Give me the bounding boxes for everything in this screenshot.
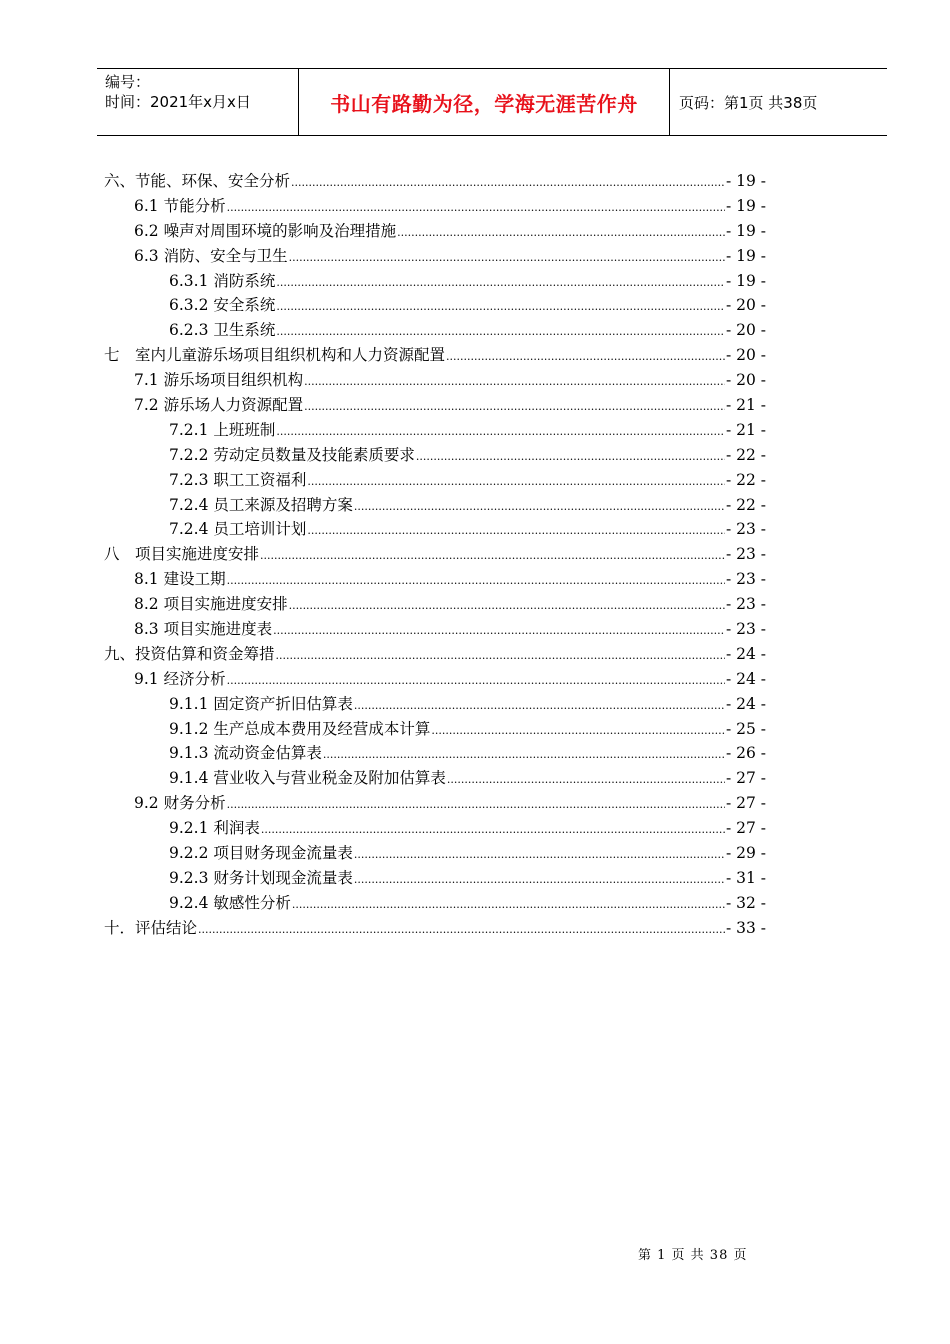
toc-entry[interactable]: [104, 717, 766, 742]
toc-entry-page: - 24 -: [725, 669, 766, 688]
toc-dot-leader: [289, 251, 725, 264]
toc-entry-label: 8.2 项目实施进度安排: [134, 595, 288, 614]
toc-entry-label: 十．评估结论: [104, 918, 198, 937]
toc-dot-leader: [227, 201, 725, 214]
table-of-contents: [104, 169, 766, 941]
toc-entry-page: - 24 -: [725, 644, 766, 663]
toc-dot-leader: [260, 549, 725, 562]
toc-dot-leader: [276, 325, 725, 338]
toc-entry-label: 6.3.1 消防系统: [169, 271, 276, 290]
toc-entry-page: - 27 -: [725, 819, 766, 838]
number-label: 编号：: [105, 73, 151, 91]
toc-entry-label: 9.2.3 财务计划现金流量表: [169, 868, 353, 887]
toc-entry[interactable]: [104, 567, 766, 592]
toc-entry-page: - 23 -: [725, 620, 766, 639]
toc-entry-label: 9.2.1 利润表: [169, 819, 260, 838]
toc-entry-label: 6.2 噪声对周围环境的影响及治理措施: [134, 221, 397, 240]
toc-entry-label: 7.2.4 员工培训计划: [169, 520, 307, 539]
toc-entry-label: 6.2.3 卫生系统: [169, 321, 276, 340]
toc-entry[interactable]: [104, 269, 766, 294]
toc-dot-leader: [276, 425, 725, 438]
toc-dot-leader: [354, 848, 725, 861]
toc-entry[interactable]: [104, 393, 766, 418]
toc-dot-leader: [276, 276, 725, 289]
toc-entry[interactable]: [104, 791, 766, 816]
toc-entry[interactable]: [104, 318, 766, 343]
toc-entry-page: - 27 -: [725, 769, 766, 788]
toc-entry[interactable]: [104, 418, 766, 443]
toc-dot-leader: [323, 748, 725, 761]
toc-entry-label: 6.1 节能分析: [134, 196, 226, 215]
toc-entry[interactable]: [104, 244, 766, 269]
toc-entry-label: 8.3 项目实施进度表: [134, 620, 273, 639]
header-page-info: 页码：第1页 共38页: [679, 93, 818, 112]
toc-dot-leader: [273, 624, 725, 637]
toc-entry-page: - 20 -: [725, 346, 766, 365]
toc-entry[interactable]: [104, 891, 766, 916]
toc-dot-leader: [354, 500, 725, 513]
toc-entry[interactable]: [104, 741, 766, 766]
toc-entry-label: 9.1 经济分析: [134, 669, 226, 688]
toc-entry-page: - 22 -: [725, 470, 766, 489]
toc-entry-page: - 31 -: [725, 868, 766, 887]
toc-entry[interactable]: [104, 916, 766, 941]
toc-entry-label: 八 项目实施进度安排: [104, 545, 260, 564]
toc-entry-page: - 23 -: [725, 545, 766, 564]
toc-entry-label: 九、投资估算和资金筹措: [104, 644, 275, 663]
toc-dot-leader: [304, 400, 725, 413]
toc-entry[interactable]: [104, 169, 766, 194]
toc-entry-page: - 25 -: [725, 719, 766, 738]
toc-dot-leader: [431, 724, 725, 737]
page-header: [97, 68, 887, 136]
toc-entry[interactable]: [104, 617, 766, 642]
toc-entry-label: 9.2.4 敏感性分析: [169, 893, 291, 912]
toc-dot-leader: [291, 176, 725, 189]
toc-dot-leader: [307, 475, 725, 488]
toc-entry-label: 9.1.1 固定资产折旧估算表: [169, 694, 353, 713]
toc-entry-label: 6.3.2 安全系统: [169, 296, 276, 315]
time-label: 时间：2021年x月x日: [105, 93, 251, 111]
toc-dot-leader: [227, 574, 725, 587]
toc-entry-label: 7.1 游乐场项目组织机构: [134, 371, 304, 390]
toc-entry-page: - 20 -: [725, 371, 766, 390]
toc-dot-leader: [292, 898, 725, 911]
toc-entry-page: - 21 -: [725, 420, 766, 439]
toc-dot-leader: [261, 823, 725, 836]
toc-dot-leader: [304, 375, 725, 388]
toc-entry[interactable]: [104, 293, 766, 318]
toc-entry-label: 9.1.3 流动资金估算表: [169, 744, 322, 763]
toc-entry-page: - 26 -: [725, 744, 766, 763]
header-motto: 书山有路勤为径，学海无涯苦作舟: [299, 69, 670, 135]
toc-entry[interactable]: [104, 667, 766, 692]
toc-dot-leader: [227, 798, 725, 811]
toc-entry[interactable]: [104, 642, 766, 667]
toc-entry-page: - 23 -: [725, 520, 766, 539]
toc-entry[interactable]: [104, 517, 766, 542]
toc-entry[interactable]: [104, 841, 766, 866]
toc-entry-label: 8.1 建设工期: [134, 570, 226, 589]
toc-dot-leader: [289, 599, 725, 612]
toc-entry-label: 9.2.2 项目财务现金流量表: [169, 844, 353, 863]
toc-entry[interactable]: [104, 219, 766, 244]
toc-entry-label: 七 室内儿童游乐场项目组织机构和人力资源配置: [104, 346, 446, 365]
header-meta: [97, 69, 299, 135]
toc-dot-leader: [416, 450, 725, 463]
toc-entry[interactable]: [104, 493, 766, 518]
toc-dot-leader: [276, 649, 725, 662]
toc-entry-page: - 29 -: [725, 844, 766, 863]
toc-entry-page: - 20 -: [725, 321, 766, 340]
toc-dot-leader: [227, 674, 725, 687]
toc-entry[interactable]: [104, 866, 766, 891]
toc-entry-page: - 23 -: [725, 570, 766, 589]
toc-entry-page: - 19 -: [725, 271, 766, 290]
toc-entry[interactable]: [104, 816, 766, 841]
toc-entry-page: - 22 -: [725, 445, 766, 464]
toc-entry-label: 7.2.3 职工工资福利: [169, 470, 307, 489]
toc-entry-page: - 19 -: [725, 246, 766, 265]
toc-entry-label: 7.2.1 上班班制: [169, 420, 276, 439]
toc-entry-label: 7.2 游乐场人力资源配置: [134, 396, 304, 415]
toc-entry[interactable]: [104, 468, 766, 493]
toc-entry[interactable]: [104, 343, 766, 368]
toc-entry-label: 六、节能、环保、安全分析: [104, 172, 291, 190]
toc-entry[interactable]: [104, 368, 766, 393]
toc-dot-leader: [354, 873, 725, 886]
toc-entry-label: 7.2.4 员工来源及招聘方案: [169, 495, 353, 514]
toc-dot-leader: [198, 923, 725, 936]
toc-entry-label: 9.1.2 生产总成本费用及经营成本计算: [169, 719, 431, 738]
toc-dot-leader: [446, 350, 725, 363]
page-footer: 第 1 页 共 38 页: [638, 1248, 748, 1263]
toc-dot-leader: [354, 699, 725, 712]
toc-entry-page: - 19 -: [725, 221, 766, 240]
toc-entry-page: - 23 -: [725, 595, 766, 614]
toc-entry-label: 7.2.2 劳动定员数量及技能素质要求: [169, 445, 415, 464]
toc-entry[interactable]: [104, 766, 766, 791]
toc-entry[interactable]: [104, 692, 766, 717]
toc-dot-leader: [307, 524, 725, 537]
toc-entry-label: 9.2 财务分析: [134, 794, 226, 813]
toc-entry-label: 6.3 消防、安全与卫生: [134, 246, 288, 265]
toc-entry-label: 9.1.4 营业收入与营业税金及附加估算表: [169, 769, 446, 788]
toc-entry-page: - 33 -: [725, 918, 766, 937]
toc-entry-page: - 22 -: [725, 495, 766, 514]
toc-entry-page: - 32 -: [725, 893, 766, 912]
toc-dot-leader: [397, 226, 725, 239]
toc-entry[interactable]: [104, 194, 766, 219]
toc-entry-page: - 27 -: [725, 794, 766, 813]
toc-dot-leader: [447, 773, 725, 786]
toc-entry[interactable]: [104, 592, 766, 617]
toc-entry[interactable]: [104, 542, 766, 567]
toc-entry-page: - 19 -: [725, 196, 766, 215]
toc-dot-leader: [276, 300, 725, 313]
toc-entry-page: - 24 -: [725, 694, 766, 713]
toc-entry-page: - 19 -: [725, 172, 766, 190]
toc-entry-page: - 20 -: [725, 296, 766, 315]
toc-entry[interactable]: [104, 443, 766, 468]
toc-entry-page: - 21 -: [725, 396, 766, 415]
